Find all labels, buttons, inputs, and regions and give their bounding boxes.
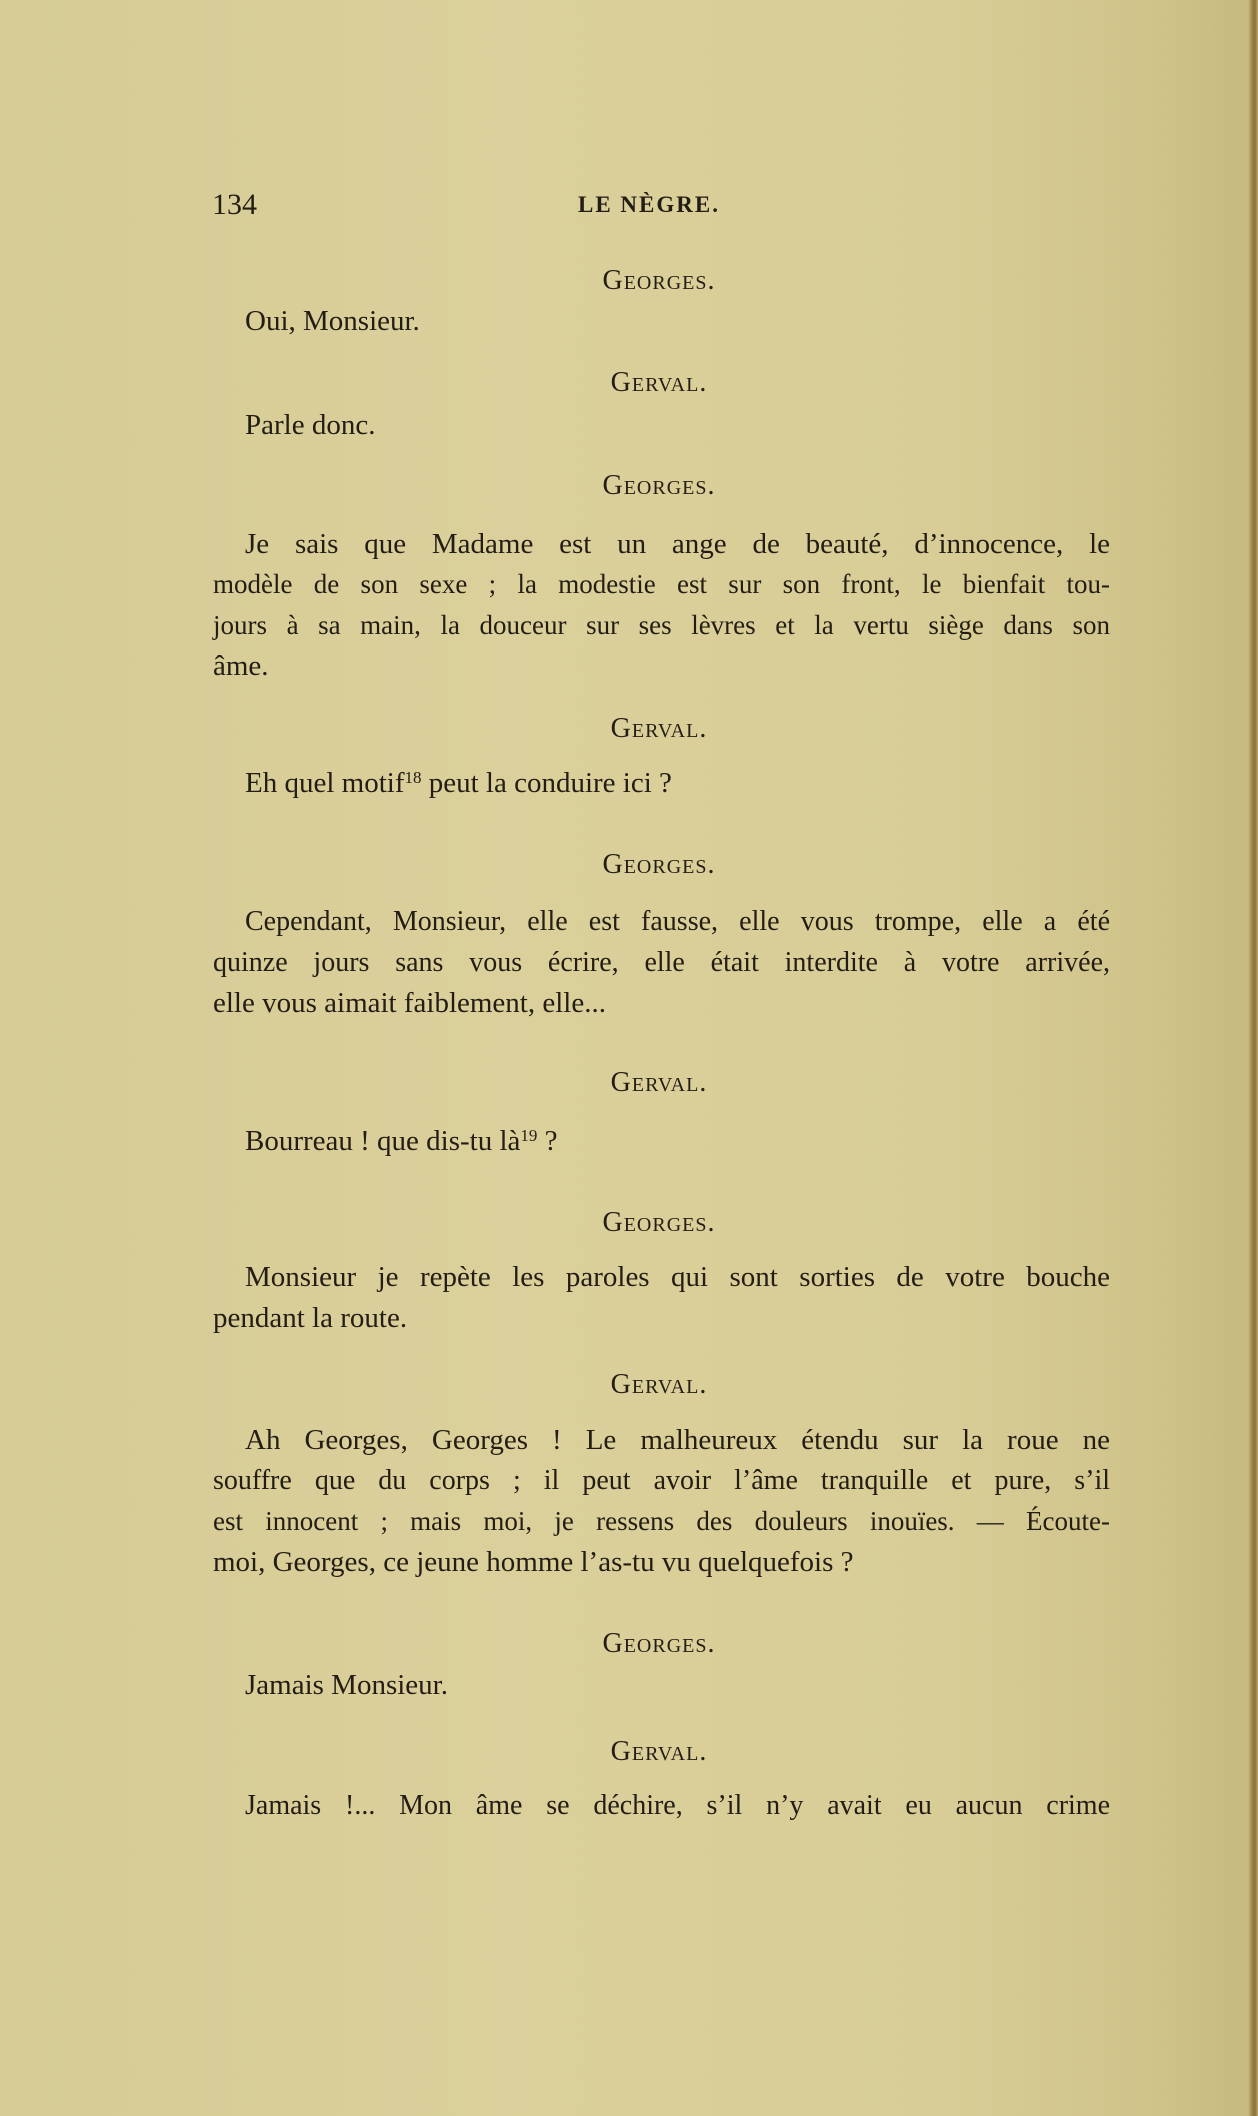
page-number: 134 <box>212 188 257 221</box>
speaker-gerval: Gerval. <box>610 1736 708 1767</box>
speaker-georges: Georges. <box>602 1628 716 1659</box>
dialogue-line: Cependant, Monsieur, elle est fausse, elle vous trompe, elle a été <box>245 906 1110 937</box>
speaker-gerval: Gerval. <box>610 1369 708 1400</box>
text: ? <box>537 1125 558 1157</box>
footnote-ref[interactable]: 18 <box>404 768 422 787</box>
dialogue-line: moi, Georges, ce jeune homme l’as-tu vu quelquefois ? <box>213 1546 854 1578</box>
dialogue-line: Jamais !... Mon âme se déchire, s’il n’y avait eu aucun crime <box>245 1790 1110 1821</box>
text: peut la conduire ici ? <box>421 767 672 799</box>
dialogue-line: Jamais Monsieur. <box>245 1669 448 1701</box>
dialogue-line: Je sais que Madame est un ange de beauté, d’innocence, le <box>245 528 1110 560</box>
dialogue-line <box>245 1121 1110 1161</box>
text: Eh quel motif <box>245 767 405 799</box>
dialogue-line: elle vous aimait faiblement, elle... <box>213 987 606 1019</box>
dialogue-line: Parle donc. <box>245 409 376 441</box>
dialogue-line: souffre que du corps ; il peut avoir l’âme tranquille et pure, s’il <box>213 1465 1110 1496</box>
speaker-georges: Georges. <box>602 849 716 880</box>
running-title: LE NÈGRE. <box>578 192 720 217</box>
speaker-georges: Georges. <box>602 265 716 296</box>
dialogue-line: Monsieur je repète les paroles qui sont sorties de votre bouche <box>245 1261 1110 1293</box>
speaker-gerval: Gerval. <box>610 713 708 744</box>
dialogue-line: pendant la route. <box>213 1302 408 1334</box>
dialogue-line: âme. <box>213 650 269 682</box>
speaker-georges: Georges. <box>602 1207 716 1238</box>
dialogue-line: modèle de son sexe ; la modestie est sur son front, le bienfait tou- <box>213 569 1110 599</box>
dialogue-line: quinze jours sans vous écrire, elle était interdite à votre arrivée, <box>213 947 1110 978</box>
speaker-georges: Georges. <box>602 470 716 501</box>
dialogue-line <box>245 763 1110 803</box>
dialogue-line: jours à sa main, la douceur sur ses lèvres et la vertu siège dans son <box>213 610 1110 640</box>
page-edge <box>1248 0 1258 2116</box>
text: Bourreau ! que dis-tu là <box>245 1125 521 1157</box>
speaker-gerval: Gerval. <box>610 367 708 398</box>
footnote-ref[interactable]: 19 <box>520 1126 538 1145</box>
dialogue-line: Oui, Monsieur. <box>245 305 420 337</box>
dialogue-line: est innocent ; mais moi, je ressens des douleurs inouïes. — Écoute- <box>213 1506 1110 1536</box>
speaker-gerval: Gerval. <box>610 1067 708 1098</box>
dialogue-line: Ah Georges, Georges ! Le malheureux étendu sur la roue ne <box>245 1424 1110 1456</box>
